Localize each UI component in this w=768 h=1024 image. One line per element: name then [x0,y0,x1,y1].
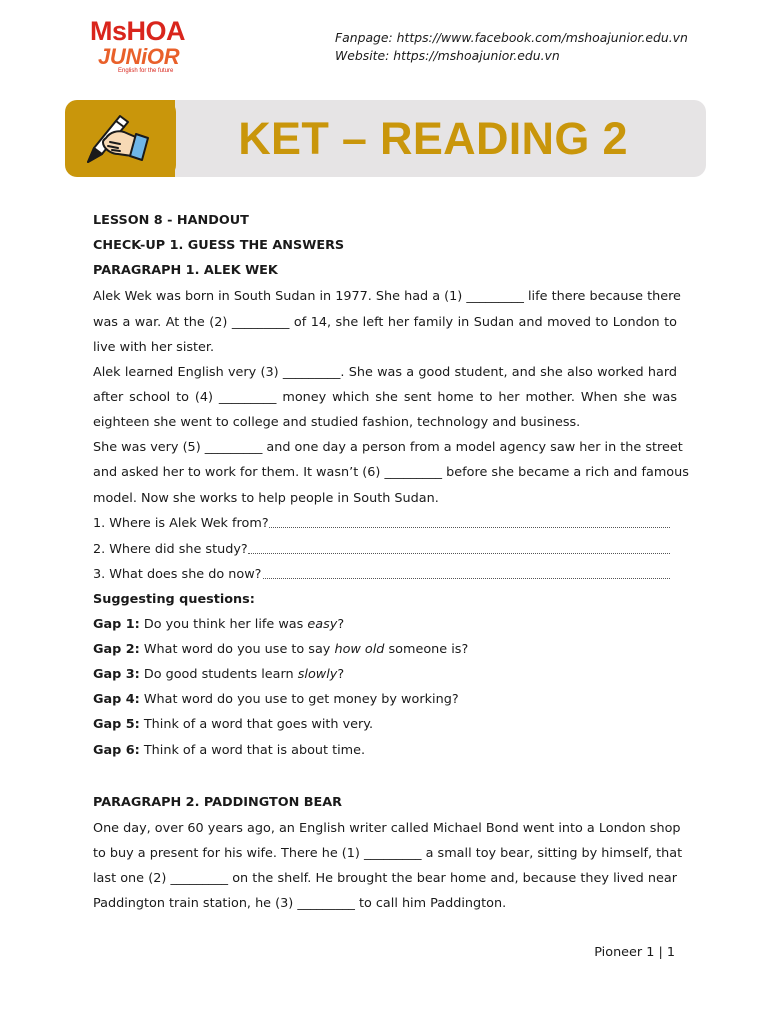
para1-line: Alek Wek was born in South Sudan in 1977. She had a (1) _________ life there because there [93,289,681,304]
gap-label: Gap 2: [93,642,140,657]
suggest-heading: Suggesting questions: [93,592,255,607]
para2-line: last one (2) _________ on the shelf. He brought the bear home and, because they lived near [93,871,677,886]
gap-text: Do you think her life was [139,617,308,632]
page-title: KET – READING 2 [238,113,628,164]
answer-line[interactable] [263,578,670,579]
logo-text-junior: JUNiOR [98,44,180,69]
gap-label: Gap 4: [93,692,140,707]
gap-text: Think of a word that is about time. [139,743,366,758]
para2-line: to buy a present for his wife. There he (1) _________ a small toy bear, sitting by himself, that [93,846,683,861]
gap-emphasis: slowly [297,667,338,682]
para1-line: She was very (5) _________ and one day a person from a model agency saw her in the street [93,440,683,455]
brand-logo [88,16,210,78]
gap-text: What word do you use to get money by working? [139,692,459,707]
lesson-heading: LESSON 8 - HANDOUT [93,213,249,228]
gap-hint [93,717,677,733]
checkup-heading: CHECK-UP 1. GUESS THE ANSWERS [93,238,345,253]
question-item: 1. Where is Alek Wek from? [93,516,269,531]
para1-line: eighteen she went to college and studied fashion, technology and business. [93,415,581,430]
gap-text: Think of a word that goes with very. [139,717,374,732]
gap-hint [93,667,677,683]
paragraph-2-heading: PARAGRAPH 2. PADDINGTON BEAR [93,795,343,810]
gap-text: someone is? [384,642,469,657]
gap-text: ? [337,617,345,632]
para1-line: after school to (4) _________ money which she sent home to her mother. When she was [93,390,677,405]
page-footer: Pioneer 1 | 1 [594,945,675,960]
gap-hint [93,692,677,708]
question-item: 3. What does she do now? [93,567,262,582]
question-item: 2. Where did she study? [93,542,248,557]
gap-label: Gap 6: [93,743,140,758]
logo-text-mshoa: MsHOA [90,16,186,46]
gap-text: What word do you use to say [139,642,335,657]
answer-line[interactable] [269,527,670,528]
gap-hint [93,642,677,658]
answer-line[interactable] [248,553,670,554]
para1-line: and asked her to work for them. It wasn’t (6) _________ before she became a rich and famous [93,465,689,480]
website-link[interactable]: Website: https://mshoajunior.edu.vn [335,47,560,63]
paragraph-1-heading: PARAGRAPH 1. ALEK WEK [93,263,278,278]
gap-label: Gap 5: [93,717,140,732]
gap-label: Gap 3: [93,667,140,682]
gap-hint [93,617,677,633]
para1-line: model. Now she works to help people in South Sudan. [93,491,439,506]
para2-line: Paddington train station, he (3) _________ to call him Paddington. [93,896,507,911]
logo-tagline: English for the future [118,68,174,74]
gap-text: ? [337,667,345,682]
gap-emphasis: how old [334,642,385,657]
para2-line: One day, over 60 years ago, an English writer called Michael Bond went into a London shop [93,821,681,836]
para1-line: Alek learned English very (3) _________. She was a good student, and she also worked hard [93,365,677,380]
hand-writing-pen-icon [80,108,152,168]
header-links [335,29,688,64]
gap-label: Gap 1: [93,617,140,632]
gap-hint [93,743,677,759]
para1-line: was a war. At the (2) _________ of 14, she left her family in Sudan and moved to London to [93,315,677,330]
gap-emphasis: easy [307,617,338,632]
para1-line: live with her sister. [93,340,215,355]
gap-text: Do good students learn [139,667,298,682]
fanpage-link[interactable]: Fanpage: https://www.facebook.com/mshoajunior.edu.vn [335,30,688,45]
